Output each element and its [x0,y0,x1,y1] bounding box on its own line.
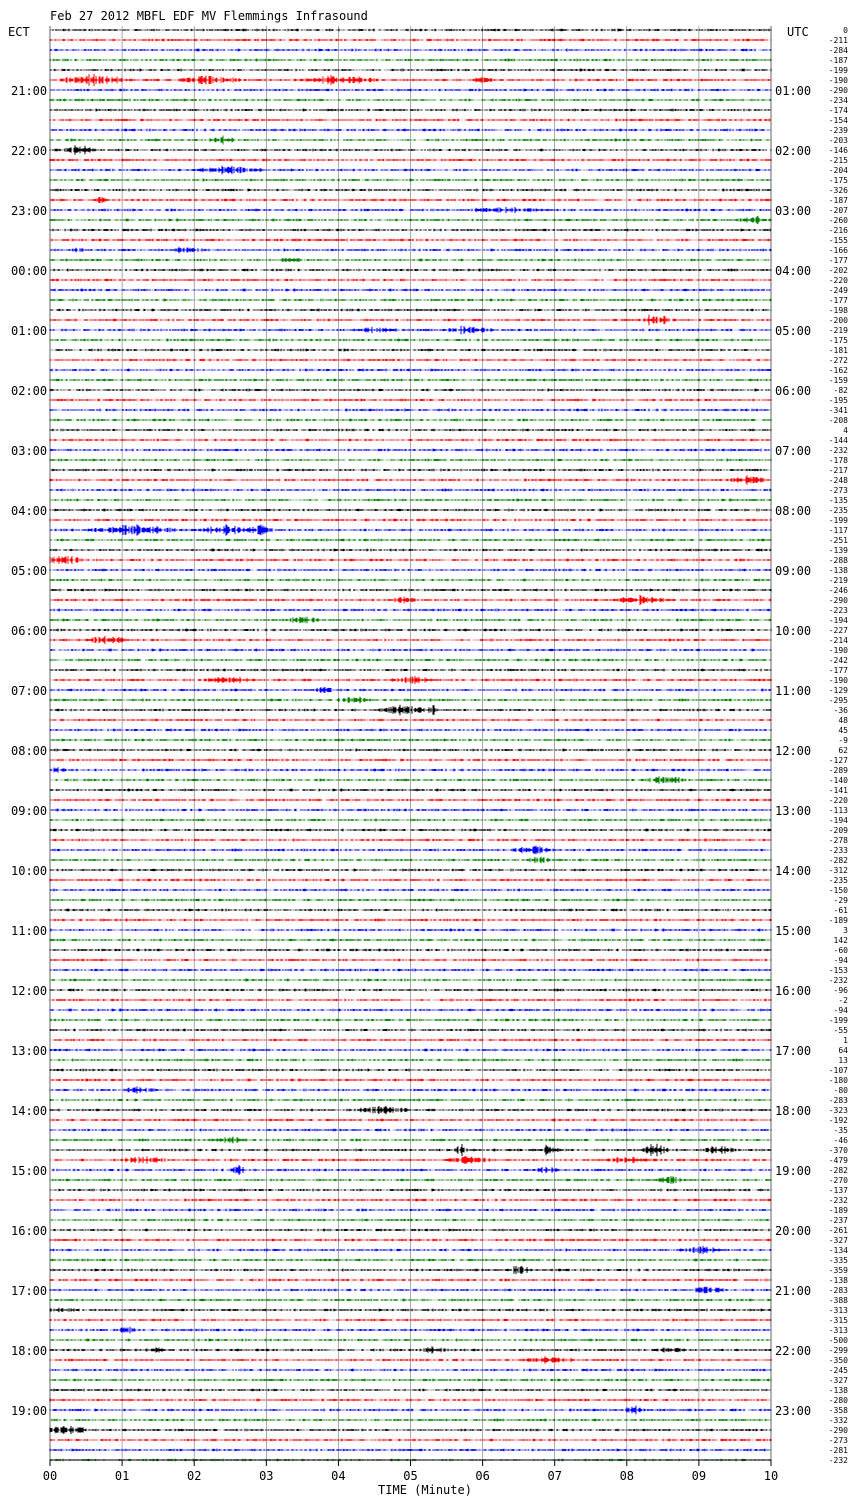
right-time-label: 09:00 [775,564,812,578]
row-offset-label: -370 [828,1146,848,1155]
right-time-label: 08:00 [775,504,812,518]
row-offset-label: -214 [828,636,848,645]
row-offset-label: -232 [828,1196,848,1205]
row-offset-label: -237 [828,1216,848,1225]
row-offset-label: -315 [828,1316,848,1325]
row-offset-label: -140 [828,776,848,785]
left-time-label: 21:00 [11,84,48,98]
row-offset-label: -29 [833,896,848,905]
left-time-label: 18:00 [11,1344,48,1358]
row-offset-label: -235 [828,876,848,885]
row-offset-label: -242 [828,656,848,665]
row-offset-label: -189 [828,1206,848,1215]
x-tick-label: 00 [42,1469,58,1483]
row-offset-label: -350 [828,1356,848,1365]
row-offset-label: -234 [828,96,848,105]
row-offset-label: -177 [828,666,848,675]
row-offset-label: -187 [828,196,848,205]
row-offset-label: -177 [828,296,848,305]
right-time-label: 01:00 [775,84,812,98]
left-time-label: 17:00 [11,1284,48,1298]
row-offset-label: -290 [828,1426,848,1435]
left-time-label: 00:00 [11,264,48,278]
row-offset-label: 48 [838,716,848,725]
row-offset-label: -117 [828,526,848,535]
row-offset-label: -500 [828,1336,848,1345]
row-offset-label: -200 [828,316,848,325]
left-time-label: 01:00 [11,324,48,338]
row-offset-label: -261 [828,1226,848,1235]
row-offset-label: -138 [828,1276,848,1285]
row-offset-label: -199 [828,66,848,75]
row-offset-label: 0 [843,26,848,35]
row-offset-label: -178 [828,456,848,465]
chart-title: Feb 27 2012 MBFL EDF MV Flemmings Infrasound [50,9,368,23]
right-time-label: 14:00 [775,864,812,878]
right-time-label: 15:00 [775,924,812,938]
x-tick-label: 06 [475,1469,490,1483]
right-time-label: 23:00 [775,1404,812,1418]
right-time-label: 06:00 [775,384,812,398]
row-offset-label: -190 [828,676,848,685]
row-offset-label: -358 [828,1406,848,1415]
row-offset-label: -289 [828,766,848,775]
left-time-label: 10:00 [11,864,48,878]
row-offset-label: -283 [828,1286,848,1295]
left-time-label: 02:00 [11,384,48,398]
row-offset-label: -270 [828,1176,848,1185]
row-offset-label: -113 [828,806,848,815]
row-offset-label: -260 [828,216,848,225]
row-offset-label: -195 [828,396,848,405]
row-offset-label: -312 [828,866,848,875]
row-offset-label: -61 [833,906,848,915]
right-time-label: 20:00 [775,1224,812,1238]
row-offset-label: -190 [828,646,848,655]
row-offset-label: -281 [828,1446,848,1455]
row-offset-label: -219 [828,576,848,585]
row-offset-label: -175 [828,176,848,185]
row-offset-label: -46 [833,1136,848,1145]
row-offset-label: -249 [828,286,848,295]
x-tick-label: 08 [619,1469,635,1483]
row-offset-label: -288 [828,556,848,565]
row-offset-label: -341 [828,406,848,415]
x-tick-label: 05 [403,1469,418,1483]
row-offset-label: -35 [833,1126,848,1135]
x-tick-label: 02 [186,1469,202,1483]
row-offset-label: -96 [833,986,848,995]
x-tick-label: 03 [259,1469,274,1483]
row-offset-label: -153 [828,966,848,975]
row-offset-label: -198 [828,306,848,315]
row-offset-label: -273 [828,1436,848,1445]
row-offset-label: -202 [828,266,848,275]
right-time-label: 18:00 [775,1104,812,1118]
row-offset-label: -9 [838,736,848,745]
row-offset-label: -80 [833,1086,848,1095]
row-offset-label: -155 [828,236,848,245]
row-offset-label: -55 [833,1026,848,1035]
left-time-label: 04:00 [11,504,48,518]
row-offset-label: -278 [828,836,848,845]
right-time-label: 10:00 [775,624,812,638]
row-offset-label: -220 [828,276,848,285]
x-tick-label: 04 [331,1469,346,1483]
row-offset-label: -154 [828,116,848,125]
row-offset-label: -94 [833,956,848,965]
row-offset-label: -235 [828,506,848,515]
row-offset-label: -134 [828,1246,848,1255]
row-offset-label: -94 [833,1006,848,1015]
left-time-label: 09:00 [11,804,48,818]
row-offset-label: -272 [828,356,848,365]
right-time-label: 11:00 [775,684,812,698]
row-offset-label: -295 [828,696,848,705]
left-time-label: 05:00 [11,564,48,578]
axis-group [11,26,848,1483]
row-offset-label: -215 [828,156,848,165]
row-offset-label: -359 [828,1266,848,1275]
row-offset-label: -313 [828,1306,848,1315]
right-time-label: 21:00 [775,1284,812,1298]
row-offset-label: -232 [828,1456,848,1465]
row-offset-label: -190 [828,76,848,85]
row-offset-label: -194 [828,616,848,625]
row-offset-label: 142 [833,936,848,945]
right-time-label: 12:00 [775,744,812,758]
row-offset-label: -207 [828,206,848,215]
row-offset-label: -220 [828,796,848,805]
row-offset-label: -129 [828,686,848,695]
left-time-label: 12:00 [11,984,48,998]
row-offset-label: -217 [828,466,848,475]
left-time-label: 23:00 [11,204,48,218]
row-offset-label: -313 [828,1326,848,1335]
row-offset-label: -284 [828,46,848,55]
row-offset-label: -290 [828,596,848,605]
row-offset-label: -208 [828,416,848,425]
row-offset-label: -335 [828,1256,848,1265]
row-offset-label: -479 [828,1156,848,1165]
row-offset-label: -82 [833,386,848,395]
right-time-label: 04:00 [775,264,812,278]
row-offset-label: -282 [828,856,848,865]
row-offset-label: -150 [828,886,848,895]
grid-group [50,26,771,1460]
row-offset-label: -388 [828,1296,848,1305]
row-offset-label: -327 [828,1236,848,1245]
row-offset-label: -323 [828,1106,848,1115]
row-offset-label: -199 [828,516,848,525]
right-time-label: 19:00 [775,1164,812,1178]
row-offset-label: -227 [828,626,848,635]
row-offset-label: -162 [828,366,848,375]
row-offset-label: -138 [828,566,848,575]
x-tick-label: 09 [691,1469,707,1483]
row-offset-label: -144 [828,436,848,445]
row-offset-label: -283 [828,1096,848,1105]
right-time-label: 02:00 [775,144,812,158]
row-offset-label: -174 [828,106,848,115]
left-time-label: 07:00 [11,684,48,698]
row-offset-label: -211 [828,36,848,45]
row-offset-label: -248 [828,476,848,485]
row-offset-label: -36 [833,706,848,715]
right-time-label: 16:00 [775,984,812,998]
row-offset-label: 4 [843,426,848,435]
row-offset-label: -282 [828,1166,848,1175]
left-time-label: 16:00 [11,1224,48,1238]
row-offset-label: -326 [828,186,848,195]
row-offset-label: -232 [828,446,848,455]
x-axis-label: TIME (Minute) [378,1483,472,1497]
row-offset-label: -273 [828,486,848,495]
left-time-label: 08:00 [11,744,48,758]
row-offset-label: -239 [828,126,848,135]
left-time-label: 14:00 [11,1104,48,1118]
row-offset-label: -181 [828,346,848,355]
left-time-label: 06:00 [11,624,48,638]
row-offset-label: -290 [828,86,848,95]
row-offset-label: -280 [828,1396,848,1405]
row-offset-label: -209 [828,826,848,835]
row-offset-label: -245 [828,1366,848,1375]
right-time-label: 07:00 [775,444,812,458]
row-offset-label: -138 [828,1386,848,1395]
left-time-label: 22:00 [11,144,48,158]
left-time-label: 19:00 [11,1404,48,1418]
row-offset-label: -135 [828,496,848,505]
row-offset-label: 62 [838,746,848,755]
row-offset-label: -159 [828,376,848,385]
row-offset-label: -141 [828,786,848,795]
row-offset-label: -232 [828,976,848,985]
row-offset-label: 1 [843,1036,848,1045]
row-offset-label: -223 [828,606,848,615]
row-offset-label: -2 [838,996,848,1005]
row-offset-label: -127 [828,756,848,765]
row-offset-label: -327 [828,1376,848,1385]
row-offset-label: -187 [828,56,848,65]
row-offset-label: 13 [838,1056,848,1065]
row-offset-label: -204 [828,166,848,175]
right-time-label: 05:00 [775,324,812,338]
row-offset-label: -233 [828,846,848,855]
right-time-label: 13:00 [775,804,812,818]
row-offset-label: -199 [828,1016,848,1025]
row-offset-label: -332 [828,1416,848,1425]
x-tick-label: 01 [114,1469,130,1483]
row-offset-label: -166 [828,246,848,255]
left-timezone-label: ECT [8,25,30,39]
row-offset-label: -219 [828,326,848,335]
row-offset-label: -177 [828,256,848,265]
row-offset-label: -192 [828,1116,848,1125]
row-offset-label: -251 [828,536,848,545]
left-time-label: 03:00 [11,444,48,458]
left-time-label: 13:00 [11,1044,48,1058]
row-offset-label: -203 [828,136,848,145]
row-offset-label: -194 [828,816,848,825]
row-offset-label: 45 [838,726,848,735]
x-tick-label: 07 [547,1469,562,1483]
row-offset-label: -146 [828,146,848,155]
row-offset-label: -139 [828,546,848,555]
x-tick-label: 10 [763,1469,779,1483]
row-offset-label: 64 [838,1046,848,1055]
row-offset-label: -137 [828,1186,848,1195]
left-time-label: 15:00 [11,1164,48,1178]
row-offset-label: -246 [828,586,848,595]
row-offset-label: -107 [828,1066,848,1075]
row-offset-label: -175 [828,336,848,345]
row-offset-label: 3 [843,926,848,935]
left-time-label: 11:00 [11,924,48,938]
row-offset-label: -189 [828,916,848,925]
row-offset-label: -60 [833,946,848,955]
right-timezone-label: UTC [787,25,809,39]
right-time-label: 22:00 [775,1344,812,1358]
row-offset-label: -216 [828,226,848,235]
row-offset-label: -299 [828,1346,848,1355]
right-time-label: 17:00 [775,1044,812,1058]
right-time-label: 03:00 [775,204,812,218]
row-offset-label: -180 [828,1076,848,1085]
